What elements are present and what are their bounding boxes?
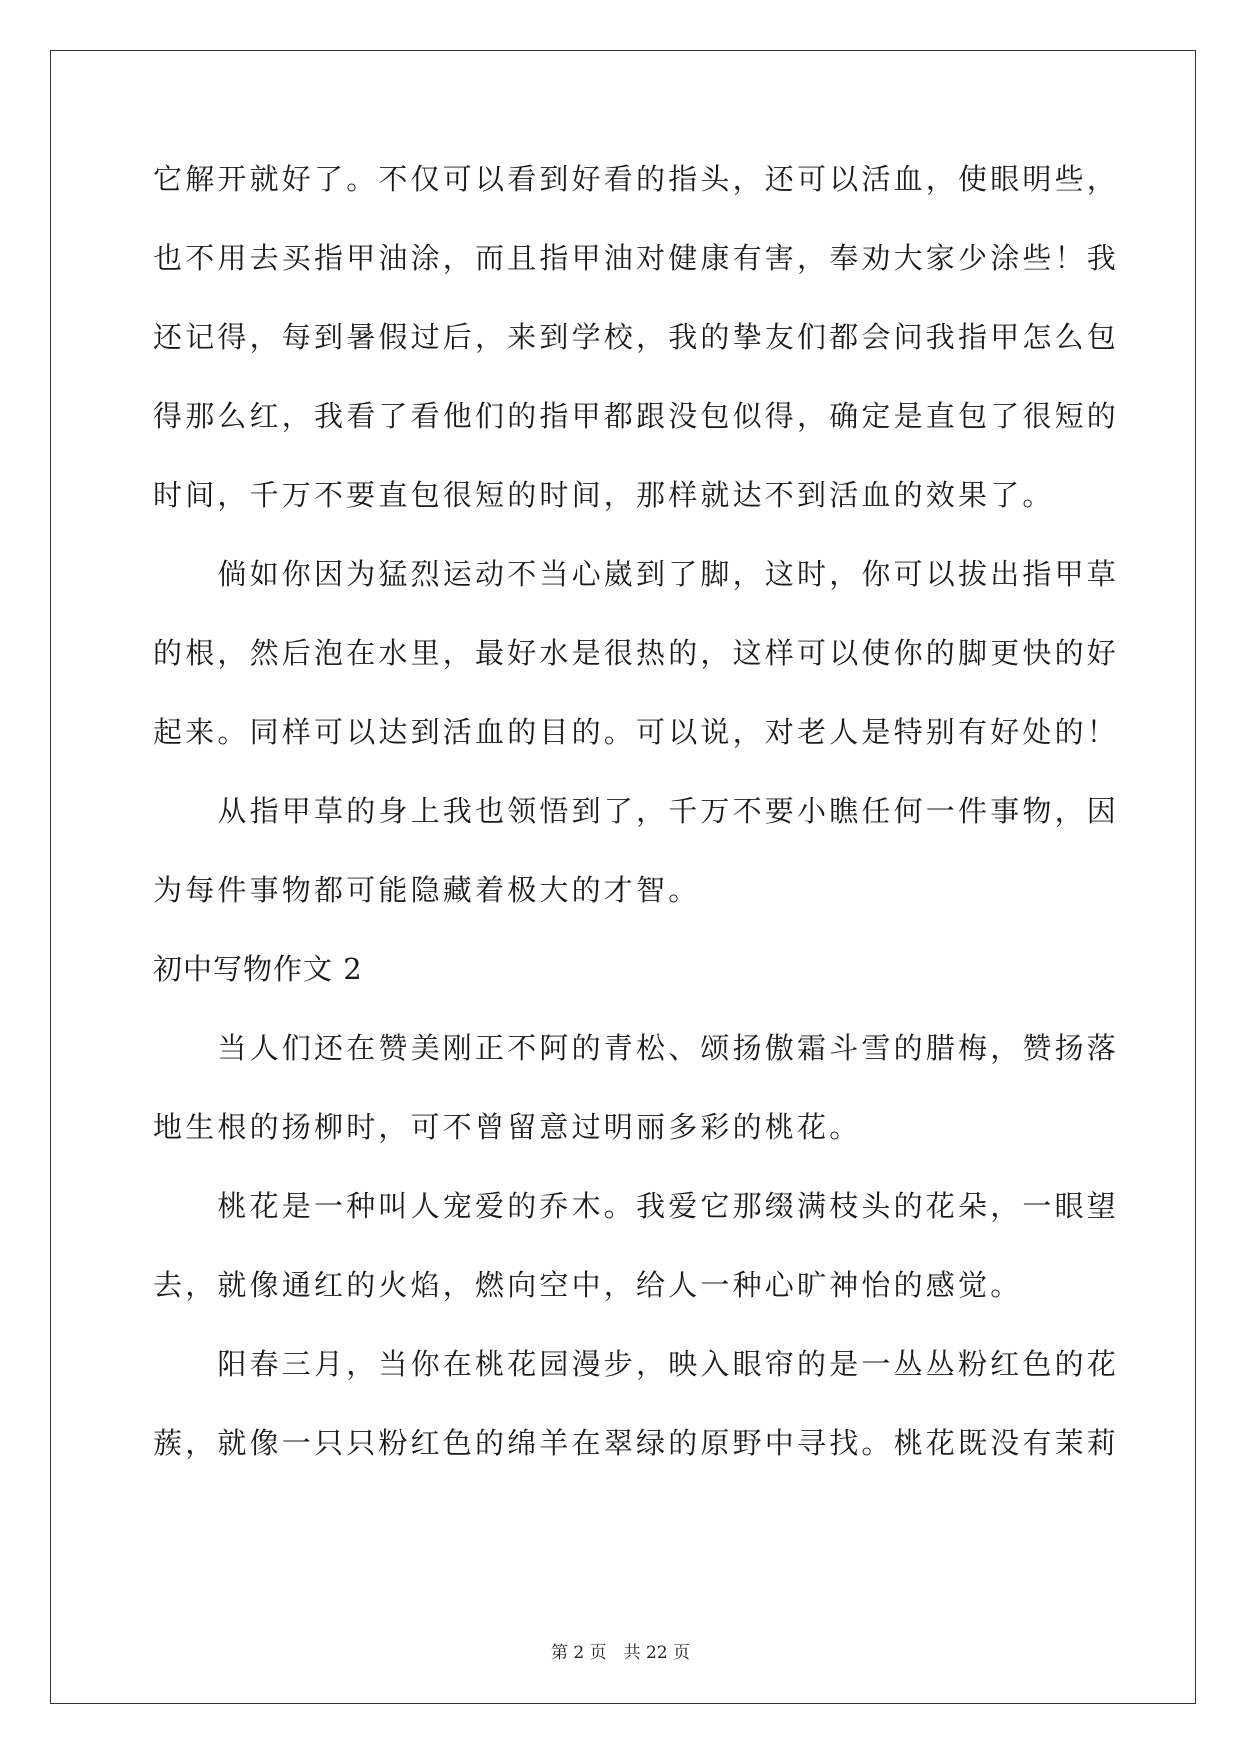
text-line: 它解开就好了。不仅可以看到好看的指头，还可以活血，使眼明些， (153, 162, 1120, 196)
document-body (153, 160, 1120, 1503)
text-line: 当人们还在赞美刚正不阿的青松、颂扬傲霜斗雪的腊梅，赞扬落 (153, 1031, 1120, 1065)
text-line: 从指甲草的身上我也领悟到了，千万不要小瞧任何一件事物，因 (153, 794, 1120, 828)
text-line: 阳春三月，当你在桃花园漫步，映入眼帘的是一丛丛粉红色的花 (153, 1347, 1120, 1381)
text-line: 还记得，每到暑假过后，来到学校，我的挚友们都会问我指甲怎么包 (153, 320, 1120, 354)
text-line: 起来。同样可以达到活血的目的。可以说，对老人是特别有好处的！ (153, 715, 1120, 749)
text-line: 得那么红，我看了看他们的指甲都跟没包似得，确定是直包了很短的 (153, 399, 1120, 433)
page-number-footer: 第 2 页 共 22 页 (550, 1643, 691, 1663)
text-line: 时间，千万不要直包很短的时间，那样就达不到活血的效果了。 (153, 478, 1055, 512)
text-line: 的根，然后泡在水里，最好水是很热的，这样可以使你的脚更快的好 (153, 636, 1120, 670)
section-heading: 初中写物作文 2 (153, 952, 363, 986)
text-line: 地生根的扬柳时，可不曾留意过明丽多彩的桃花。 (153, 1110, 862, 1144)
text-line: 倘如你因为猛烈运动不当心崴到了脚，这时，你可以拔出指甲草 (153, 557, 1120, 591)
text-line: 为每件事物都可能隐藏着极大的才智。 (153, 873, 701, 907)
text-line: 蔟，就像一只只粉红色的绵羊在翠绿的原野中寻找。桃花既没有茉莉 (153, 1426, 1120, 1460)
text-line: 也不用去买指甲油涂，而且指甲油对健康有害，奉劝大家少涂些！我 (153, 241, 1120, 275)
text-line: 桃花是一种叫人宠爱的乔木。我爱它那缀满枝头的花朵，一眼望 (153, 1189, 1120, 1223)
text-line: 去，就像通红的火焰，燃向空中，给人一种心旷神怡的感觉。 (153, 1268, 1023, 1302)
